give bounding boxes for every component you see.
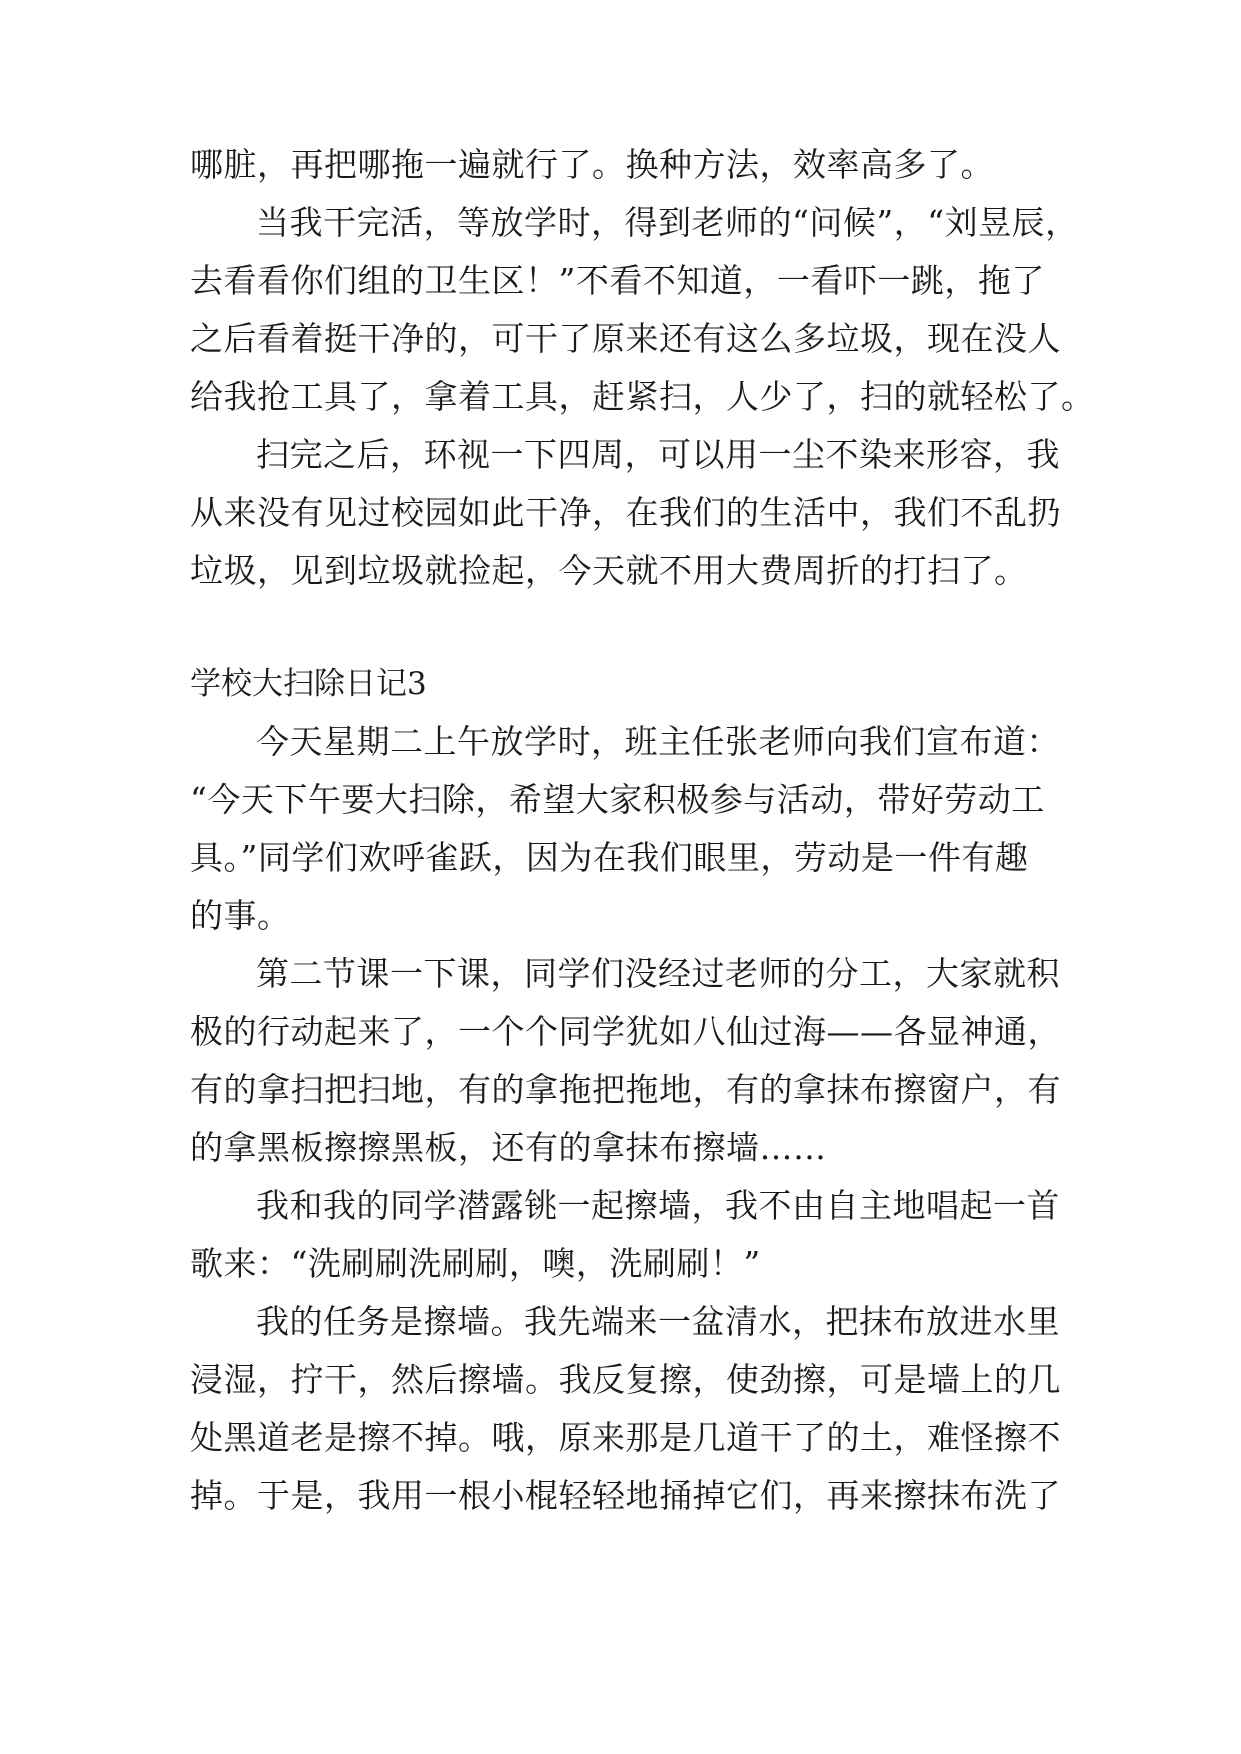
paragraph-line: “今天下午要大扫除，希望大家积极参与活动，带好劳动工 — [190, 780, 1045, 819]
paragraph-line: 之后看着挺干净的，可干了原来还有这么多垃圾，现在没人 — [190, 319, 1061, 358]
paragraph-line: 我的任务是擦墙。我先端来一盆清水，把抹布放进水里 — [256, 1302, 1060, 1341]
section-title: 学校大扫除日记3 — [190, 666, 427, 702]
paragraph-line: 扫完之后，环视一下四周，可以用一尘不染来形容，我 — [256, 435, 1060, 474]
paragraph-line: 具。”同学们欢呼雀跃，因为在我们眼里，劳动是一件有趣 — [190, 838, 1029, 877]
paragraph-line: 当我干完活，等放学时，得到老师的“问候”，“刘昱辰， — [256, 203, 1079, 242]
paragraph-line: 垃圾，见到垃圾就捡起，今天就不用大费周折的打扫了。 — [190, 551, 1028, 590]
paragraph-line: 从来没有见过校园如此干净，在我们的生活中，我们不乱扔 — [190, 493, 1061, 532]
paragraph-line: 哪脏，再把哪拖一遍就行了。换种方法，效率高多了。 — [190, 145, 994, 184]
paragraph-line: 浸湿，拧干，然后擦墙。我反复擦，使劲擦，可是墙上的几 — [190, 1360, 1061, 1399]
paragraph-line: 今天星期二上午放学时，班主任张老师向我们宣布道： — [256, 722, 1060, 761]
paragraph-line: 第二节课一下课，同学们没经过老师的分工，大家就积 — [256, 954, 1060, 993]
paragraph-line: 极的行动起来了，一个个同学犹如八仙过海——各显神通， — [190, 1012, 1061, 1051]
paragraph-line: 去看看你们组的卫生区！”不看不知道，一看吓一跳，拖了 — [190, 261, 1045, 300]
paragraph-line: 歌来：“洗刷刷洗刷刷，噢，洗刷刷！” — [190, 1244, 761, 1283]
paragraph-line: 的事。 — [190, 896, 291, 935]
paragraph-line: 我和我的同学潜露铫一起擦墙，我不由自主地唱起一首 — [256, 1186, 1060, 1225]
paragraph-line: 处黑道老是擦不掉。哦，原来那是几道干了的土，难怪擦不 — [190, 1418, 1061, 1457]
paragraph-line: 掉。于是，我用一根小棍轻轻地捅掉它们，再来擦抹布洗了 — [190, 1476, 1061, 1515]
paragraph-line: 的拿黑板擦擦黑板，还有的拿抹布擦墙…… — [190, 1128, 827, 1167]
paragraph-line: 给我抢工具了，拿着工具，赶紧扫，人少了，扫的就轻松了。 — [190, 377, 1095, 416]
paragraph-line: 有的拿扫把扫地，有的拿拖把拖地，有的拿抹布擦窗户，有 — [190, 1070, 1061, 1109]
